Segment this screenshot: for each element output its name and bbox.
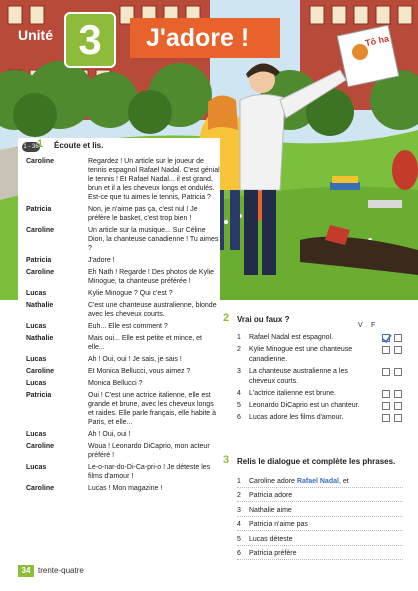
dialogue-line — [26, 256, 220, 265]
item-number: 6 — [237, 414, 241, 421]
speaker: Nathalie — [26, 302, 54, 309]
dialogue — [26, 157, 220, 496]
speaker: Patricia — [26, 392, 52, 399]
sentence-start: Caroline adore — [249, 477, 295, 485]
backpack — [392, 150, 418, 190]
speaker: Lucas — [26, 431, 47, 438]
item-statement: Leonardo DiCaprio est un chanteur. — [249, 402, 360, 409]
line-text: Monica Bellucci ? — [88, 380, 143, 387]
magazine-cover-text: Tô ha — [364, 33, 390, 49]
true-checkbox[interactable] — [382, 346, 390, 354]
item-statement: La chanteuse australienne a les cheveux courts. — [249, 368, 348, 385]
false-checkbox[interactable] — [394, 390, 402, 398]
speaker: Caroline — [26, 443, 55, 450]
sentence-start: Patricia n'aime pas — [249, 521, 308, 528]
true-false-item — [237, 345, 403, 365]
exercise-1-number: 1 — [37, 138, 44, 150]
true-false-item — [237, 389, 403, 399]
true-false-item — [237, 401, 403, 411]
books — [330, 182, 360, 190]
dialogue-line — [26, 226, 220, 253]
speaker: Caroline — [26, 158, 55, 165]
false-checkbox[interactable] — [394, 346, 402, 354]
dialogue-line — [26, 205, 220, 223]
item-statement: Rafael Nadal est espagnol. — [249, 334, 334, 341]
sentence-tail: , et — [338, 477, 349, 485]
audio-track-badge[interactable]: 1 - 36 — [23, 144, 39, 150]
line-text: Mais oui... Elle est petite et mince, et elle... — [88, 335, 202, 351]
line-text: Ah ! Oui, oui ! — [88, 431, 131, 438]
dialogue-line — [26, 157, 220, 202]
dialogue-line — [26, 379, 220, 388]
speaker: Lucas — [26, 380, 47, 387]
speaker: Nathalie — [26, 335, 54, 342]
item-number: 3 — [237, 506, 241, 514]
sentence-item[interactable] — [237, 531, 403, 546]
dialogue-line — [26, 391, 220, 427]
page-number: 34 — [18, 565, 34, 577]
sentence-item[interactable] — [237, 517, 403, 532]
exercise-3-number: 3 — [223, 454, 230, 466]
true-false-item — [237, 367, 403, 387]
false-checkbox[interactable] — [394, 334, 402, 342]
item-number: 1 — [237, 334, 241, 341]
true-column-label: V — [358, 322, 363, 329]
line-text: Un article sur la musique... Sur Céline Dion, la chanteuse canadienne ! Tu aimes ? — [88, 227, 219, 252]
sentence-item[interactable] — [237, 488, 403, 503]
exercise-1-title: Écoute et lis. — [54, 141, 104, 150]
item-number: 4 — [237, 521, 241, 528]
dialogue-line — [26, 268, 220, 286]
dialogue-line — [26, 463, 220, 481]
dialogue-line — [26, 301, 220, 319]
true-false-list — [237, 333, 403, 425]
unit-number: 3 — [64, 12, 116, 68]
true-checkbox[interactable] — [382, 414, 390, 422]
item-number: 2 — [237, 492, 241, 499]
sentence-item[interactable] — [237, 502, 403, 517]
speaker: Caroline — [26, 485, 55, 492]
true-checkbox[interactable] — [382, 334, 390, 342]
speaker: Lucas — [26, 323, 47, 330]
item-number: 5 — [237, 535, 241, 543]
sentence-answer: Rafael Nadal — [296, 477, 339, 485]
false-checkbox[interactable] — [394, 368, 402, 376]
item-number: 1 — [237, 477, 241, 485]
speaker: Caroline — [26, 368, 55, 375]
sentence-start: Nathalie aime — [249, 506, 292, 514]
speaker: Lucas — [26, 356, 47, 363]
false-checkbox[interactable] — [394, 414, 402, 422]
page-number-words: trente-quatre — [38, 566, 84, 575]
true-false-item — [237, 413, 403, 423]
line-text: Ah ! Oui, oui ! Je sais, je sais ! — [88, 356, 182, 363]
dialogue-line — [26, 367, 220, 376]
sentence-item[interactable] — [237, 473, 403, 488]
speaker: Lucas — [26, 290, 47, 297]
sentence-start: Patricia préfère — [249, 550, 297, 557]
item-number: 2 — [237, 346, 241, 353]
item-statement: Kylie Minogue est une chanteuse canadienne. — [249, 346, 353, 363]
line-text: J'adore ! — [88, 257, 115, 264]
false-column-label: F — [371, 322, 376, 329]
complete-sentences-list — [237, 473, 403, 560]
item-number: 5 — [237, 402, 241, 409]
dialogue-line — [26, 484, 220, 493]
line-text: C'est une chanteuse australienne, blonde avec les cheveux courts. — [88, 302, 217, 318]
dialogue-line — [26, 430, 220, 439]
line-text: Eh Nath ! Regarde ! Des photos de Kylie Minogue, ta chanteuse préférée ! — [88, 269, 215, 285]
dialogue-line — [26, 442, 220, 460]
dialogue-line — [26, 322, 220, 331]
sentence-item[interactable] — [237, 546, 403, 561]
speaker: Patricia — [26, 206, 52, 213]
true-checkbox[interactable] — [382, 390, 390, 398]
true-checkbox[interactable] — [382, 368, 390, 376]
line-text: Oui ! C'est une actrice italienne, elle est grande et brune, avec les cheveux longs et raides. Elle parle français, elle habite à Paris, et elle... — [88, 392, 217, 426]
unit-label: Unité — [18, 27, 53, 43]
exercise-2-title: Vrai ou faux ? — [237, 315, 290, 324]
line-text: Le-o-nar-do-Di-Ca-pri-o ! Je déteste les films d'amour ! — [88, 464, 211, 480]
true-checkbox[interactable] — [382, 402, 390, 410]
speaker: Patricia — [26, 257, 52, 264]
check-mark-icon — [382, 334, 392, 344]
dialogue-line — [26, 334, 220, 352]
speaker: Lucas — [26, 464, 47, 471]
line-text: Woua ! Leonardo DiCaprio, mon acteur préféré ! — [88, 443, 210, 459]
true-false-item — [237, 333, 403, 343]
exercise-2-number: 2 — [223, 312, 230, 324]
item-number: 3 — [237, 368, 241, 375]
line-text: Regardez ! Un article sur le joueur de tennis espagnol Rafael Nadal. C'est génial le tennis ! Et Rafael Nadal... il est grand, brun et il a les cheveux longs et ondulés. Est-ce que tu aimes le tennis, Patricia ? — [88, 158, 220, 201]
unit-title: J'adore ! — [130, 18, 280, 58]
line-text: Et Monica Bellucci, vous aimez ? — [88, 368, 191, 375]
line-text: Kylie Minogue ? Qui c'est ? — [88, 290, 173, 297]
false-checkbox[interactable] — [394, 402, 402, 410]
dialogue-line — [26, 289, 220, 298]
speaker: Caroline — [26, 227, 55, 234]
item-statement: L'actrice italienne est brune. — [249, 390, 336, 397]
magazine — [337, 25, 399, 87]
sentence-start: Lucas déteste — [249, 535, 293, 543]
line-text: Lucas ! Mon magazine ! — [88, 485, 163, 492]
speaker: Caroline — [26, 269, 55, 276]
item-number: 4 — [237, 390, 241, 397]
dialogue-line — [26, 355, 220, 364]
exercise-3-title: Relis le dialogue et complète les phrases. — [237, 457, 396, 466]
line-text: Non, je n'aime pas ça, c'est nul ! Je préfère le basket, c'est trop bien ! — [88, 206, 198, 222]
item-statement: Lucas adore les films d'amour. — [249, 414, 344, 421]
line-text: Euh... Elle est comment ? — [88, 323, 168, 330]
boy-white-shirt — [240, 94, 285, 190]
item-number: 6 — [237, 550, 241, 557]
sentence-start: Patricia adore — [249, 492, 293, 499]
